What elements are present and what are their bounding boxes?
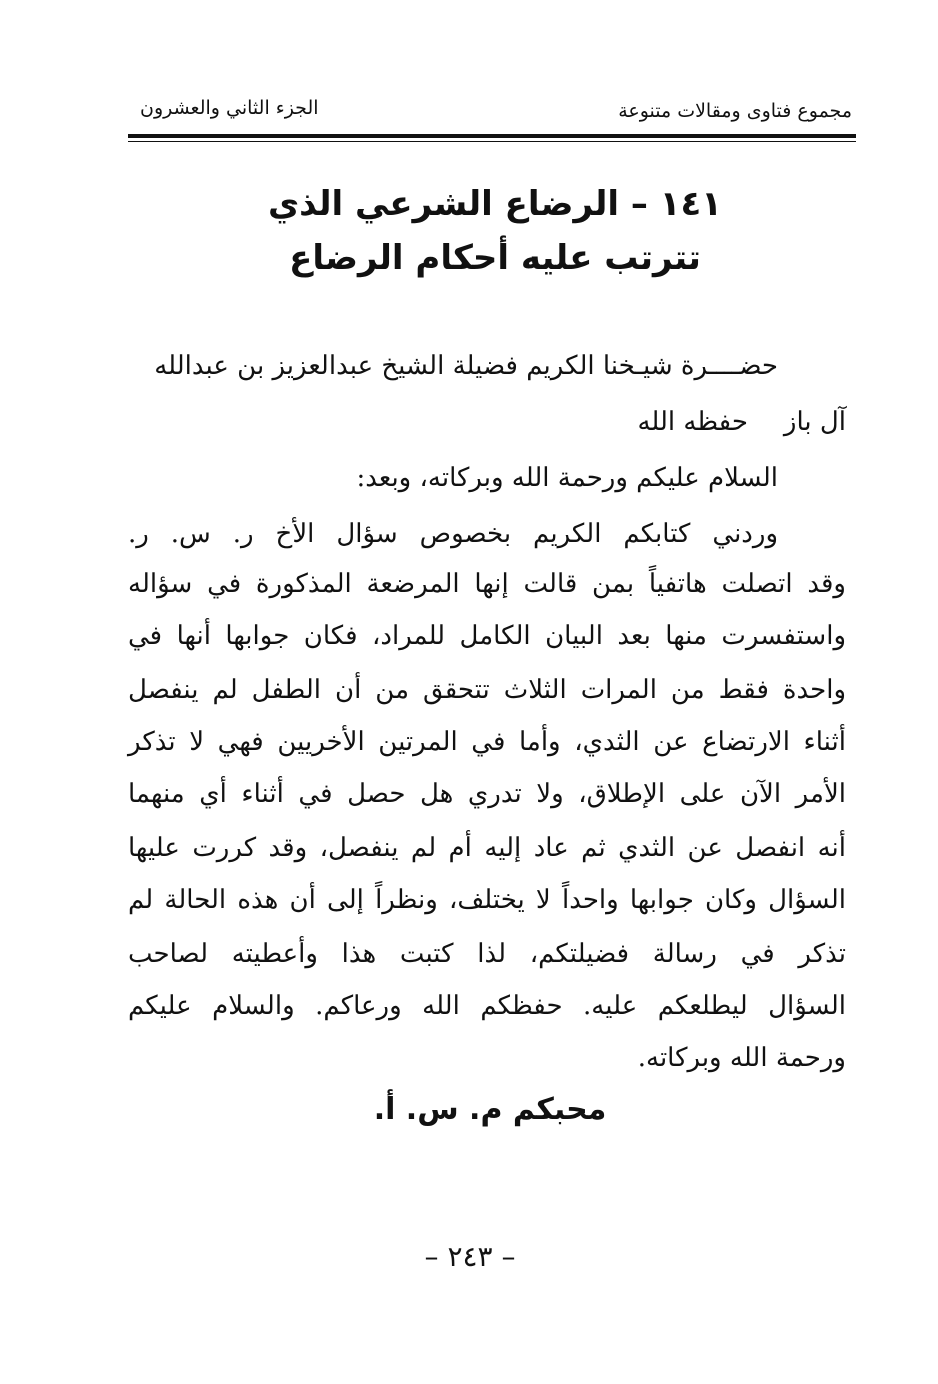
signature: محبكم م. س. أ. (373, 1092, 607, 1127)
address-line-2 (637, 404, 846, 440)
body-line-7: أنه انفصل عن الثدي ثم عاد إليه أم لم ينفصل، وقد كررت عليها (128, 833, 846, 863)
header-rule-thick (128, 134, 856, 138)
header-rule-thin (128, 141, 856, 142)
body-line-4: واحدة فقط من المرات الثلاث تتحقق من أن الطفل لم ينفصل (128, 675, 846, 705)
address-line-1: حضــــرة شيـخنا الكريم فضيلة الشيخ عبدالعزيز بن عبدالله (154, 351, 778, 381)
body-line-1: وردني كتابكم الكريم بخصوص سؤال الأخ ر. س. ر. (128, 519, 778, 549)
body-line-8: السؤال وكان جوابها واحداً لا يختلف، ونظراً إلى أن هذه الحالة لم (128, 885, 846, 915)
body-line-5: أثناء الارتضاع عن الثدي، وأما في المرتين الأخريين فهي لا تذكر (128, 727, 846, 757)
address-name-part: آل باز (783, 407, 846, 437)
body-line-6: الأمر الآن على الإطلاق، ولا تدري هل حصل في أثناء أي منهما (128, 779, 846, 809)
body-line-10: السؤال ليطلعكم عليه. حفظكم الله ورعاكم. والسلام عليكم (128, 991, 846, 1021)
greeting-line: السلام عليكم ورحمة الله وبركاته، وبعد: (356, 463, 778, 493)
closing-line: ورحمة الله وبركاته. (637, 1043, 846, 1073)
article-title-line-1: ١٤١ – الرضاع الشرعي الذي (267, 184, 723, 224)
body-line-9: تذكر في رسالة فضيلتكم، لذا كتبت هذا وأعطيته لصاحب (128, 939, 846, 969)
body-line-3: واستفسرت منها بعد البيان الكامل للمراد، فكان جوابها أنها في (128, 621, 846, 651)
body-line-2: وقد اتصلت هاتفياً بمن قالت إنها المرضعة المذكورة في سؤاله (128, 569, 846, 599)
article-title-line-2: تترتب عليه أحكام الرضاع (289, 238, 701, 278)
running-header-volume: الجزء الثاني والعشرون (140, 97, 319, 119)
address-blessing: حفظه الله (637, 407, 748, 437)
page-number: – ٢٤٣ – (424, 1240, 516, 1273)
running-header-book-title: مجموع فتاوى ومقالات متنوعة (618, 100, 852, 122)
